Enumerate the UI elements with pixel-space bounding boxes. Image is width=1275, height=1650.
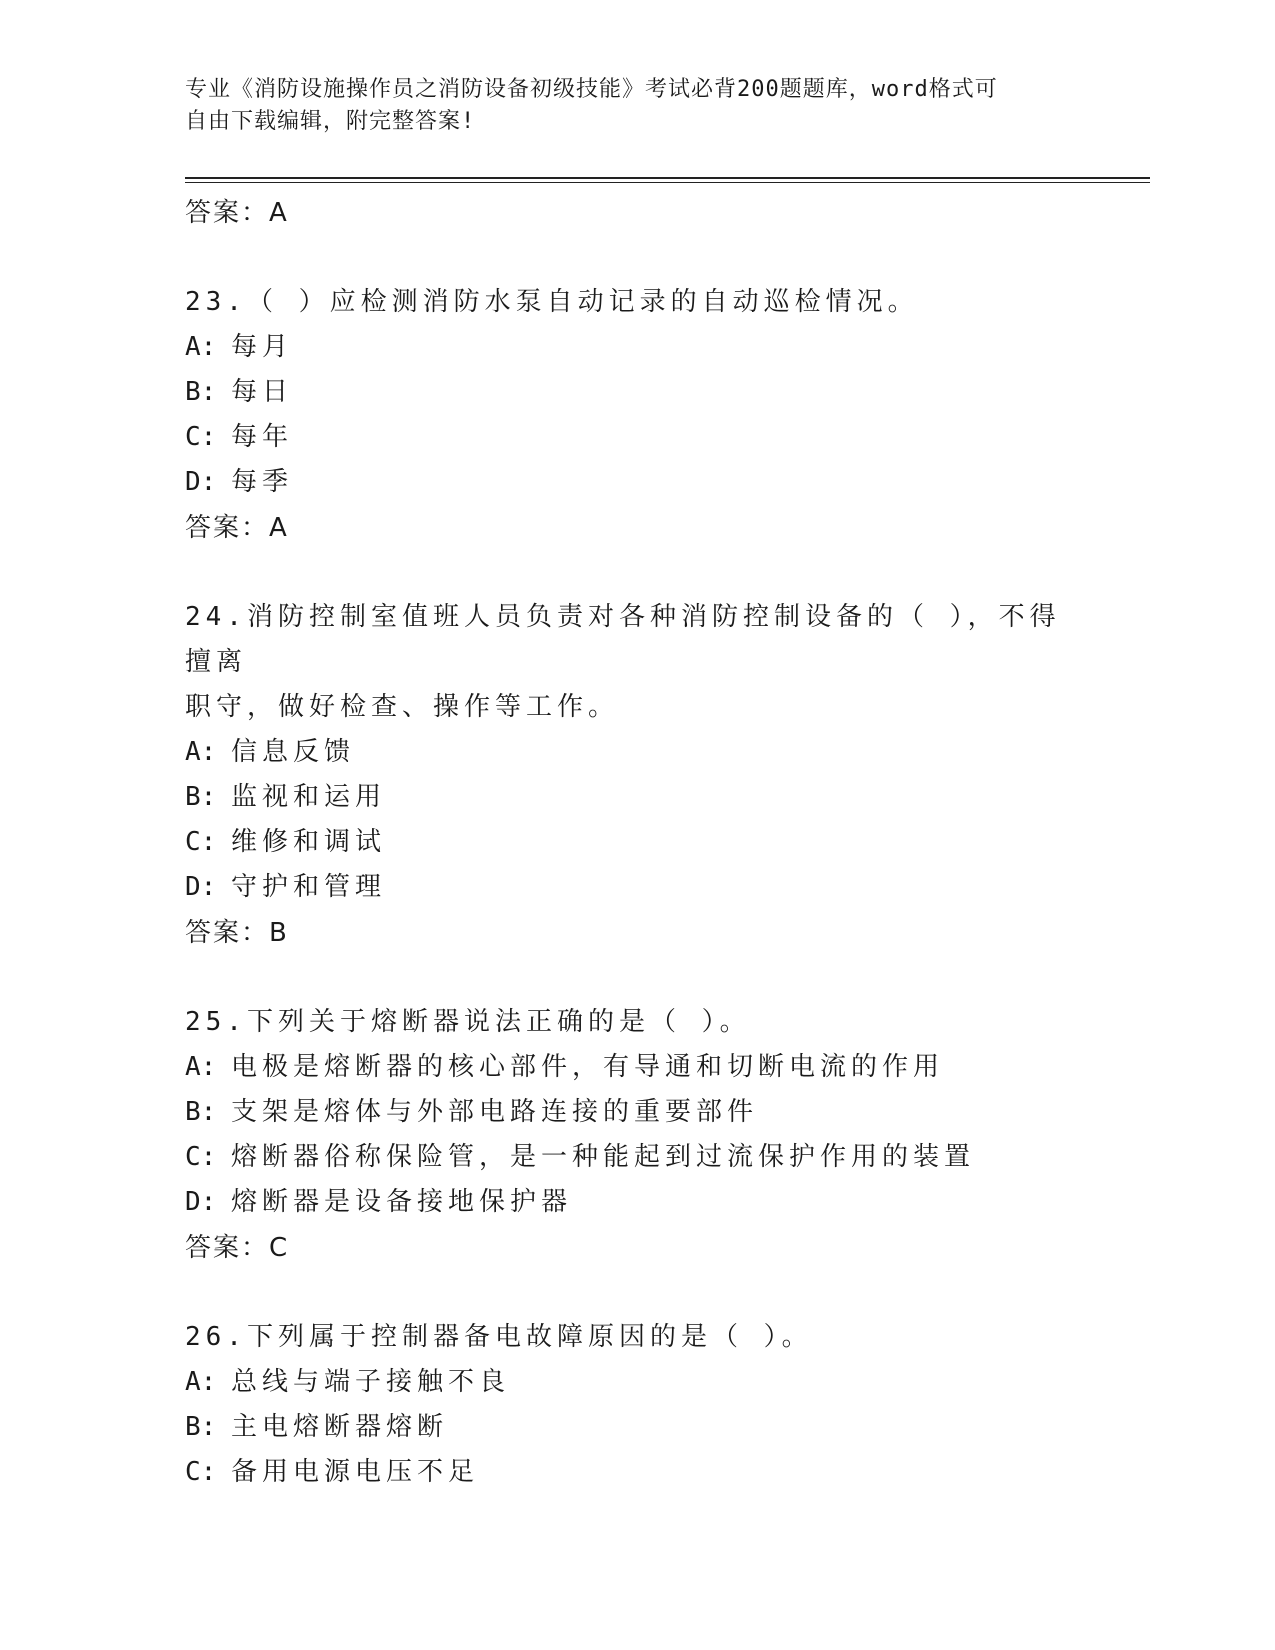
option-a xyxy=(185,730,1085,775)
option-c xyxy=(185,820,1085,865)
option-letter: C: xyxy=(185,1457,217,1487)
option-text: 每年 xyxy=(231,422,294,452)
header-line-2: 自由下载编辑，附完整答案! xyxy=(185,109,476,134)
question-23 xyxy=(185,280,1085,551)
option-letter: D: xyxy=(185,467,217,497)
option-text: 守护和管理 xyxy=(231,872,387,902)
option-text: 监视和运用 xyxy=(231,782,387,812)
document-header xyxy=(185,74,1065,138)
option-text: 熔断器是设备接地保护器 xyxy=(231,1187,573,1217)
question-text-line-2: 职守，做好检查、操作等工作。 xyxy=(185,692,620,722)
option-letter: B: xyxy=(185,782,217,812)
question-26 xyxy=(185,1315,1085,1495)
header-divider-thick xyxy=(185,177,1150,179)
option-text: 总线与端子接触不良 xyxy=(231,1367,511,1397)
question-text: 23.（ ）应检测消防水泵自动记录的自动巡检情况。 xyxy=(185,287,919,317)
header-line-1: 专业《消防设施操作员之消防设备初级技能》考试必背200题题库，word格式可 xyxy=(185,77,998,102)
answer-23: 答案：A xyxy=(185,513,289,543)
option-d xyxy=(185,865,1085,910)
question-text-line-1: 24.消防控制室值班人员负责对各种消防控制设备的（ ），不得擅离 xyxy=(185,602,1061,677)
option-text: 支架是熔体与外部电路连接的重要部件 xyxy=(231,1097,759,1127)
option-letter: A: xyxy=(185,1052,217,1082)
question-25 xyxy=(185,1000,1085,1271)
answer-25: 答案：C xyxy=(185,1233,290,1263)
option-c xyxy=(185,1135,1085,1180)
option-text: 每季 xyxy=(231,467,294,497)
option-letter: B: xyxy=(185,1097,217,1127)
option-text: 电极是熔断器的核心部件，有导通和切断电流的作用 xyxy=(231,1052,945,1082)
option-letter: A: xyxy=(185,332,217,362)
option-text: 每月 xyxy=(231,332,294,362)
option-d xyxy=(185,1180,1085,1225)
option-letter: C: xyxy=(185,827,217,857)
option-c xyxy=(185,415,1085,460)
option-text: 熔断器俗称保险管，是一种能起到过流保护作用的装置 xyxy=(231,1142,976,1172)
option-text: 主电熔断器熔断 xyxy=(231,1412,449,1442)
option-c xyxy=(185,1450,1085,1495)
option-text: 信息反馈 xyxy=(231,737,356,767)
answer-22: 答案：A xyxy=(185,198,289,228)
option-b xyxy=(185,775,1085,820)
option-letter: B: xyxy=(185,1412,217,1442)
option-letter: D: xyxy=(185,1187,217,1217)
question-text: 26.下列属于控制器备电故障原因的是（ ）。 xyxy=(185,1322,813,1352)
option-letter: A: xyxy=(185,737,217,767)
option-a xyxy=(185,1045,1085,1090)
option-b xyxy=(185,1405,1085,1450)
question-24 xyxy=(185,595,1085,956)
answer-24: 答案：B xyxy=(185,918,289,948)
option-d xyxy=(185,460,1085,505)
option-letter: B: xyxy=(185,377,217,407)
question-list xyxy=(185,190,1085,1495)
option-b xyxy=(185,370,1085,415)
option-letter: A: xyxy=(185,1367,217,1397)
option-letter: D: xyxy=(185,872,217,902)
option-a xyxy=(185,325,1085,370)
option-letter: C: xyxy=(185,1142,217,1172)
option-a xyxy=(185,1360,1085,1405)
option-text: 每日 xyxy=(231,377,294,407)
question-text: 25.下列关于熔断器说法正确的是（ ）。 xyxy=(185,1007,751,1037)
header-divider-thin xyxy=(185,182,1150,183)
option-text: 备用电源电压不足 xyxy=(231,1457,480,1487)
option-b xyxy=(185,1090,1085,1135)
option-letter: C: xyxy=(185,422,217,452)
option-text: 维修和调试 xyxy=(231,827,387,857)
